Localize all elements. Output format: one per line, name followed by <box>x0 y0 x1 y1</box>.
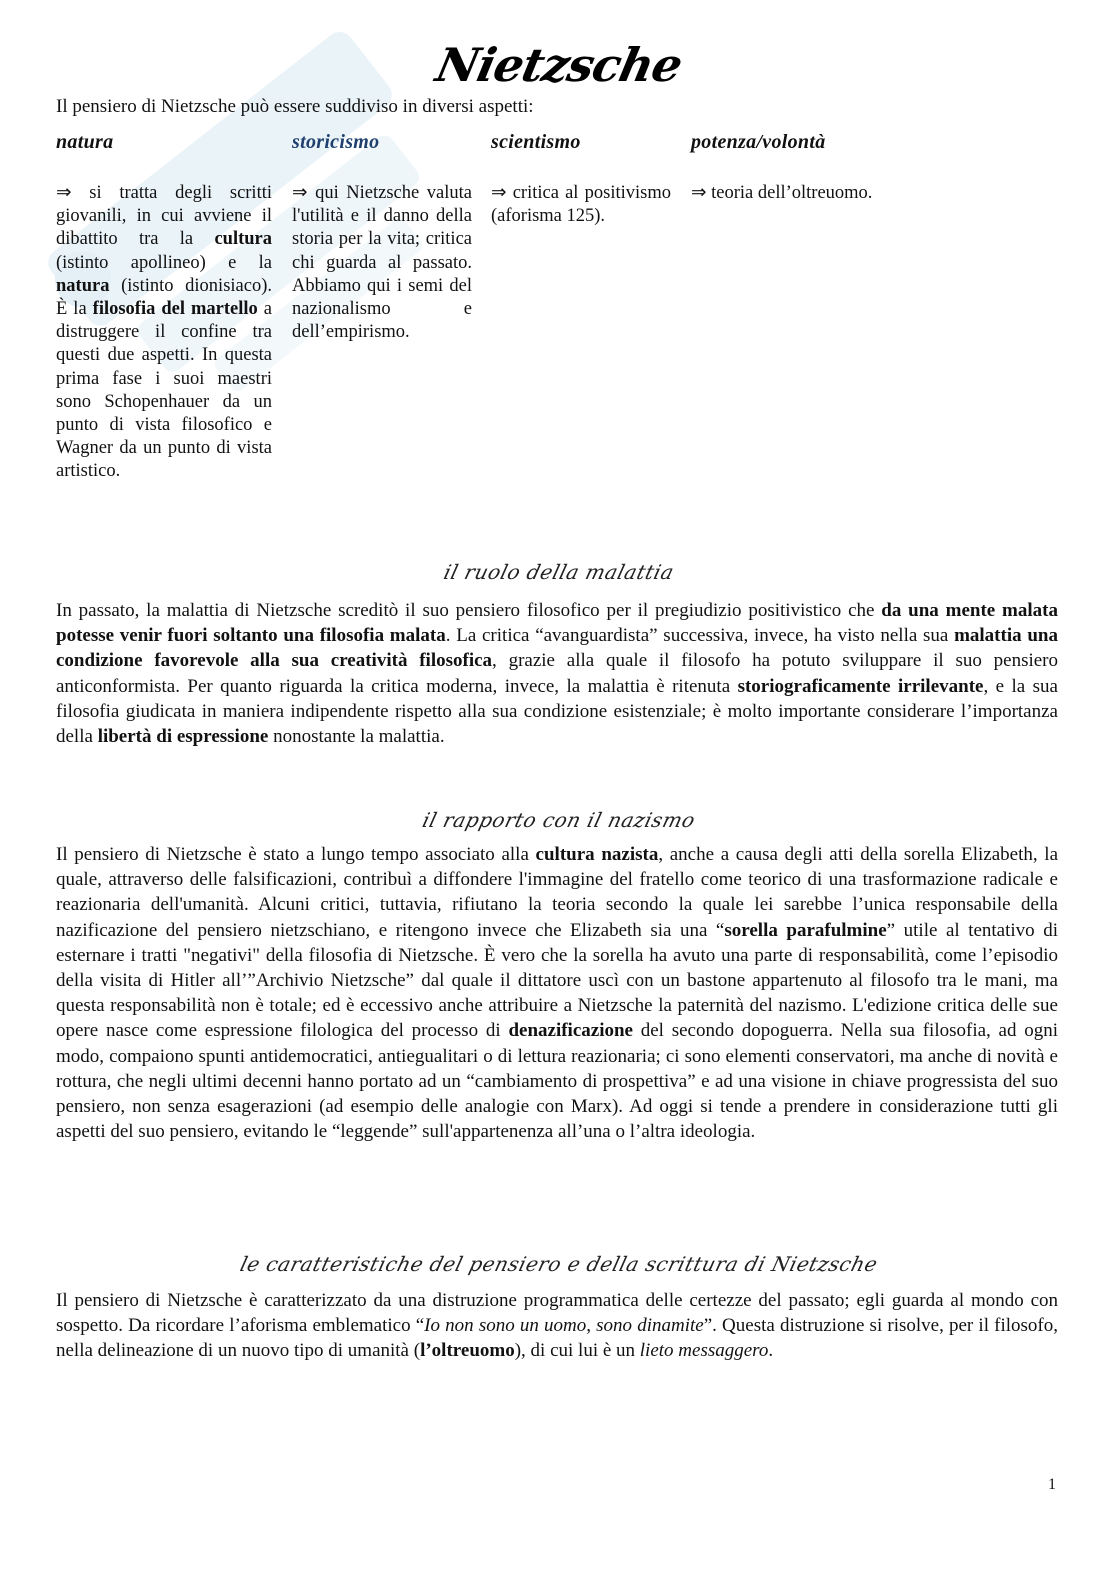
bold-text: libertà di espressione <box>97 726 269 748</box>
column-body <box>292 182 472 344</box>
text-run: a distruggere il confine tra questi due aspetti. In questa prima fase i suoi maestri sono Schopenhauer da un punto di vista filosofico e Wagner da un punto di vista artistico. <box>56 299 273 482</box>
column-heading: potenza/volontà <box>691 131 826 153</box>
column-body <box>491 182 671 228</box>
text-run: ⇒ teoria dell’oltreuomo. <box>691 183 873 203</box>
text-run: Il pensiero di Nietzsche è stato a lungo tempo associato alla <box>56 844 536 865</box>
bold-text: filosofia del martello <box>92 299 258 320</box>
page-title: Nietzsche <box>431 38 687 92</box>
intro-text: Il pensiero di Nietzsche può essere suddiviso in diversi aspetti: <box>56 96 534 117</box>
column-heading: natura <box>56 131 114 153</box>
section-title-malattia: il ruolo della malattia <box>441 560 677 584</box>
bold-text: sorella parafulmine <box>724 919 887 941</box>
section-body-malattia <box>56 598 1058 749</box>
text-run: , anche a causa degli atti della sorella Elizabeth, la quale, attraverso delle falsificazioni, contribuì a diffondere l'immagine del fratello come teorico di una trasformazione radicale e reazionaria dell'umanità. Alcuni critici, tuttavia, rifiutano la teoria secondo la quale lei sarebbe l’unica responsabile della nazificazione del pensiero nietzschiano, e ritengono invece che Elizabeth sia una “ <box>56 844 1059 941</box>
column-body <box>691 182 874 205</box>
section-body-caratteristiche <box>56 1288 1058 1364</box>
bold-text: natura <box>56 275 110 296</box>
text-run: Il pensiero di Nietzsche è caratterizzato da una distruzione programmatica delle certezze del passato; egli guarda al mondo con sospetto. Da ricordare l’aforisma emblematico “ <box>56 1290 1058 1337</box>
italic-text: Io non sono un uomo, sono dinamite <box>424 1315 704 1337</box>
bold-text: l’oltreuomo <box>420 1340 515 1362</box>
text-run: ⇒ qui Nietzsche valuta l'utilità e il danno della storia per la vita; critica chi guarda al passato. Abbiamo qui i semi del nazionalismo e dell’empirismo. <box>292 183 472 343</box>
column-heading: scientismo <box>491 131 581 153</box>
section-body-nazismo <box>56 842 1058 1144</box>
column-body <box>56 182 272 484</box>
column-potenza-volonta <box>691 130 874 205</box>
column-storicismo <box>292 130 472 344</box>
section-title-nazismo: il rapporto con il nazismo <box>420 808 698 832</box>
text-run: , grazie alla quale il filosofo ha potuto sviluppare il suo pensiero anticonformista. Per quanto riguarda la critica moderna, invece, la malattia è ritenuta <box>56 650 1059 697</box>
section-title-caratteristiche: le caratteristiche del pensiero e della scrittura di Nietzsche <box>237 1252 881 1276</box>
bold-text: da una mente malata potesse venir fuori soltanto una filosofia malata <box>56 600 1058 647</box>
bold-text: denazificazione <box>508 1020 633 1042</box>
text-run: ), di cui lui è un <box>514 1340 640 1362</box>
text-run: ”. Questa distruzione si risolve, per il filosofo, nella delineazione di un nuovo tipo di umanità ( <box>56 1315 1058 1362</box>
text-run: . La critica “avanguardista” successiva, invece, ha visto nella sua <box>445 625 955 647</box>
bold-text: cultura <box>214 229 272 250</box>
text-run: nonostante la malattia. <box>268 726 445 748</box>
text-run: . <box>768 1340 774 1362</box>
text-run: ⇒ si tratta degli scritti giovanili, in cui avviene il dibattito tra la <box>56 183 272 250</box>
text-run: del secondo dopoguerra. Nella sua filosofia, ad ogni modo, compaiono spunti antidemocratici, antiegualitari o di lettura reazionaria; ci sono elementi conservatori, ma anche di novità e rottura, che negli ultimi decenni hanno portato ad un “cambiamento di prospettiva” e ad una visione in chiave progressista del suo pensiero, non senza esagerazioni (ad esempio delle analogie con Marx). Ad oggi si tende a prendere in considerazione tutti gli aspetti del suo pensiero, evitando le “leggende” sull'appartenenza all’una o l’altra ideologia. <box>56 1020 1058 1143</box>
page-number: 1 <box>1048 1476 1056 1493</box>
text-run: ⇒ critica al positivismo (aforisma 125). <box>491 183 671 227</box>
text-run: (istinto dionisiaco). È la <box>56 275 272 320</box>
bold-text: malattia una condizione favorevole alla sua creatività filosofica <box>56 625 1058 672</box>
bold-text: cultura nazista <box>535 844 659 865</box>
column-heading: storicismo <box>292 131 380 153</box>
italic-text: lieto messaggero <box>639 1340 769 1362</box>
text-run: , e la sua filosofia giudicata in maniera indipendente rispetto alla sua condizione esistenziale; è molto importante considerare l’importanza della <box>56 675 1058 748</box>
column-natura <box>56 130 272 484</box>
column-scientismo <box>491 130 671 228</box>
text-run: ” utile al tentativo di esternare i tratti "negativi" della filosofia di Nietzsche. È vero che la sorella ha avuto una parte di responsabilità, come l’episodio della visita di Hitler all’”Archivio Nietzsche” dal quale il dittatore uscì con un bastone appartenuto al filosofo tra le mani, ma questa responsabilità non è totale; ed è eccessivo anche attribuire a Nietzsche la paternità del nazismo. L'edizione critica delle sue opere nasce come espressione filologica del processo di <box>56 919 1058 1042</box>
text-run: (istinto apollineo) e la <box>56 252 272 273</box>
bold-text: storiograficamente irrilevante <box>737 675 984 697</box>
text-run: In passato, la malattia di Nietzsche screditò il suo pensiero filosofico per il pregiudizio positivistico che <box>56 600 882 621</box>
